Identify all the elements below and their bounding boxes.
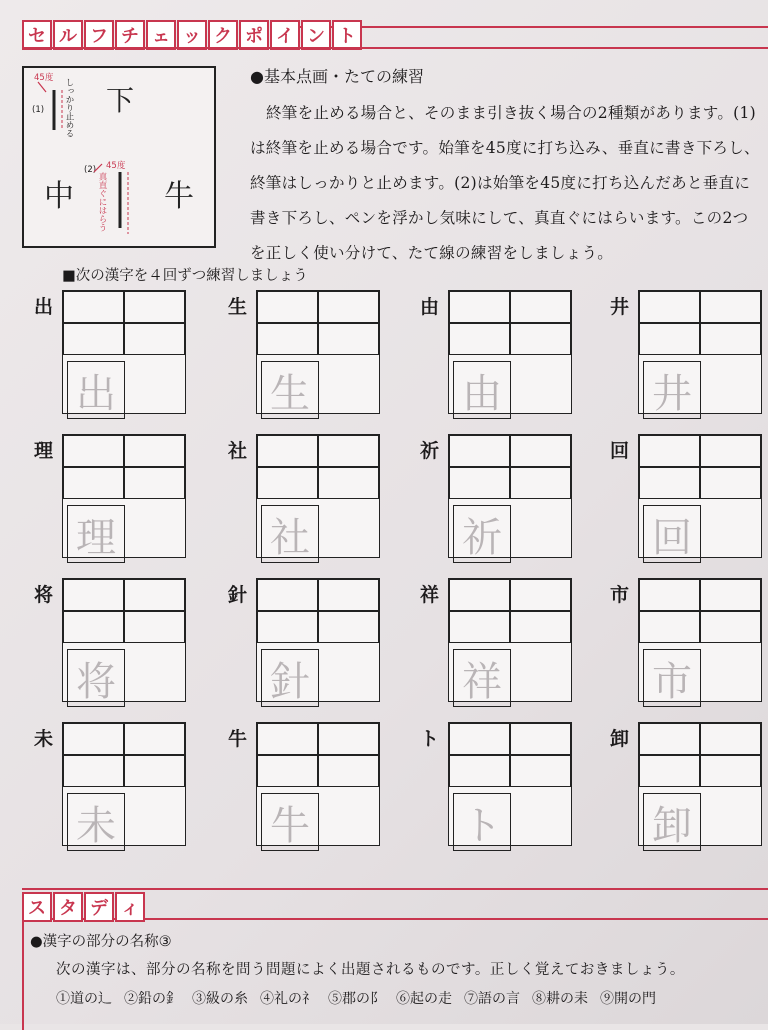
writing-grid[interactable]: [448, 434, 572, 561]
practice-char-label: ト: [420, 728, 440, 750]
example-char-2: 中: [44, 179, 74, 214]
example-char-1: 下: [106, 84, 135, 117]
writing-square[interactable]: [510, 435, 571, 467]
writing-square[interactable]: [124, 467, 185, 499]
writing-square[interactable]: [124, 611, 185, 643]
study-text: 次の漢字は、部分の名称を問う問題によく出題されるものです。正しく覚えておきましょう。: [56, 962, 685, 978]
writing-square[interactable]: [510, 467, 571, 499]
stroke-diagram: [22, 66, 216, 248]
paragraph-line: を正しく使い分けて、たて線の練習をしましょう。: [250, 244, 614, 262]
self-check-banner: [22, 20, 363, 50]
practice-char-label: 牛: [228, 728, 248, 750]
writing-grid[interactable]: [62, 290, 186, 417]
trace-guide-char: 由: [453, 361, 511, 419]
trace-guide-char: 生: [261, 361, 319, 419]
practice-char-label: 由: [420, 296, 440, 318]
writing-square[interactable]: [318, 467, 379, 499]
example-char-3: 牛: [164, 179, 194, 214]
writing-grid[interactable]: [638, 434, 762, 561]
radical-item: ⑨開の門: [600, 991, 656, 1007]
writing-square[interactable]: [63, 435, 124, 467]
writing-square[interactable]: [510, 611, 571, 643]
writing-square[interactable]: [257, 611, 318, 643]
writing-square[interactable]: [639, 435, 700, 467]
writing-grid[interactable]: [448, 290, 572, 417]
writing-square[interactable]: [449, 323, 510, 355]
paragraph-line: は終筆を止める場合です。始筆を45度に打ち込み、垂直に書き下ろし、: [250, 139, 760, 157]
trace-guide-char: 未: [67, 793, 125, 851]
writing-square[interactable]: [700, 435, 761, 467]
radical-item: ③級の糸: [192, 991, 248, 1007]
writing-square[interactable]: [510, 579, 571, 611]
writing-grid[interactable]: [638, 290, 762, 417]
writing-square[interactable]: [124, 435, 185, 467]
banner-char-box: イ: [270, 20, 300, 50]
practice-char-label: 社: [228, 440, 248, 462]
section-heading: ●基本点画・たての練習: [250, 67, 424, 86]
writing-square[interactable]: [639, 323, 700, 355]
writing-square[interactable]: [63, 723, 124, 755]
practice-char-label: 出: [34, 296, 54, 318]
practice-cell: [34, 434, 242, 561]
writing-square[interactable]: [257, 435, 318, 467]
writing-square[interactable]: [510, 755, 571, 787]
writing-square[interactable]: [449, 291, 510, 323]
writing-square[interactable]: [124, 723, 185, 755]
writing-square[interactable]: [257, 467, 318, 499]
writing-square[interactable]: [124, 755, 185, 787]
banner-char-box: ポ: [239, 20, 269, 50]
study-rule: [22, 888, 768, 890]
radical-item: ②鉛の釒: [124, 991, 180, 1007]
practice-cell: [34, 578, 242, 705]
banner-char-box: フ: [84, 20, 114, 50]
writing-square[interactable]: [449, 723, 510, 755]
banner-char-box: ル: [53, 20, 83, 50]
practice-char-label: 祥: [420, 584, 440, 606]
trace-guide-char: 将: [67, 649, 125, 707]
practice-char-label: 祈: [420, 440, 440, 462]
writing-square[interactable]: [700, 755, 761, 787]
writing-square[interactable]: [639, 579, 700, 611]
practice-char-label: 針: [228, 584, 248, 606]
trace-guide-char: 出: [67, 361, 125, 419]
practice-cell: [610, 722, 768, 849]
practice-cell: [610, 578, 768, 705]
banner-char-box: ン: [301, 20, 331, 50]
writing-square[interactable]: [639, 467, 700, 499]
trace-guide-char: 理: [67, 505, 125, 563]
trace-guide-char: 市: [643, 649, 701, 707]
writing-grid[interactable]: [62, 722, 186, 849]
writing-square[interactable]: [318, 579, 379, 611]
radical-item: ⑦語の言: [464, 991, 520, 1007]
writing-square[interactable]: [700, 611, 761, 643]
header-rule-top: [295, 26, 768, 28]
practice-cell: [420, 434, 628, 561]
writing-grid[interactable]: [448, 722, 572, 849]
writing-square[interactable]: [700, 723, 761, 755]
writing-grid[interactable]: [256, 290, 380, 417]
practice-char-label: 未: [34, 728, 54, 750]
practice-char-label: 生: [228, 296, 248, 318]
writing-square[interactable]: [63, 323, 124, 355]
trace-guide-char: 針: [261, 649, 319, 707]
trace-guide-char: 井: [643, 361, 701, 419]
radical-item: ①道の辶: [56, 991, 112, 1007]
writing-square[interactable]: [257, 723, 318, 755]
writing-square[interactable]: [510, 323, 571, 355]
practice-instruction: ■次の漢字を４回ずつ練習しましょう: [62, 268, 308, 284]
practice-cell: [610, 434, 768, 561]
writing-square[interactable]: [700, 579, 761, 611]
practice-cell: [420, 290, 628, 417]
writing-grid[interactable]: [638, 578, 762, 705]
practice-cell: [610, 290, 768, 417]
writing-grid[interactable]: [62, 434, 186, 561]
practice-cell: [228, 290, 436, 417]
writing-square[interactable]: [63, 611, 124, 643]
writing-grid[interactable]: [256, 578, 380, 705]
writing-square[interactable]: [124, 291, 185, 323]
writing-square[interactable]: [63, 579, 124, 611]
practice-cell: [420, 722, 628, 849]
banner-char-box: ェ: [146, 20, 176, 50]
practice-char-label: 井: [610, 296, 630, 318]
practice-cell: [228, 578, 436, 705]
banner-char-box: ッ: [177, 20, 207, 50]
writing-square[interactable]: [449, 435, 510, 467]
writing-square[interactable]: [510, 291, 571, 323]
stroke-diagram-svg: [24, 68, 214, 246]
banner-char-box: チ: [115, 20, 145, 50]
writing-square[interactable]: [700, 467, 761, 499]
banner-char-box: セ: [22, 20, 52, 50]
writing-grid[interactable]: [256, 434, 380, 561]
radical-item: ⑤郡の阝: [328, 991, 384, 1007]
practice-char-label: 回: [610, 440, 630, 462]
radical-list: [56, 988, 656, 1008]
practice-char-label: 卸: [610, 728, 630, 750]
study-heading: ●漢字の部分の名称③: [30, 934, 172, 950]
banner-char-box: ト: [332, 20, 362, 50]
radical-item: ⑥起の走: [396, 991, 452, 1007]
writing-square[interactable]: [63, 755, 124, 787]
writing-square[interactable]: [318, 611, 379, 643]
writing-square[interactable]: [449, 755, 510, 787]
study-banner-char-box: ス: [22, 892, 52, 922]
marker-1: (1): [32, 105, 45, 115]
writing-square[interactable]: [700, 291, 761, 323]
practice-cell: [228, 722, 436, 849]
practice-cell: [34, 290, 242, 417]
writing-square[interactable]: [257, 579, 318, 611]
writing-square[interactable]: [639, 291, 700, 323]
writing-square[interactable]: [700, 323, 761, 355]
writing-square[interactable]: [318, 291, 379, 323]
trace-guide-char: 社: [261, 505, 319, 563]
vertical-note-2: 真直ぐにはらう: [97, 172, 107, 232]
study-banner: [22, 892, 146, 922]
trace-guide-char: ト: [453, 793, 511, 851]
practice-cell: [228, 434, 436, 561]
practice-char-label: 市: [610, 584, 630, 606]
writing-square[interactable]: [318, 723, 379, 755]
vertical-note-1: しっかり止める: [64, 78, 74, 138]
writing-grid[interactable]: [638, 722, 762, 849]
angle-label-2: 45度: [106, 161, 126, 171]
writing-grid[interactable]: [62, 578, 186, 705]
writing-square[interactable]: [449, 467, 510, 499]
header-rule: [22, 47, 768, 49]
practice-cell: [420, 578, 628, 705]
writing-square[interactable]: [639, 611, 700, 643]
radical-item: ⑧耕の耒: [532, 991, 588, 1007]
trace-guide-char: 卸: [643, 793, 701, 851]
angle-label-1: 45度: [34, 73, 54, 83]
writing-square[interactable]: [639, 723, 700, 755]
radical-item: ④礼の礻: [260, 991, 316, 1007]
explanation-paragraph: [250, 96, 760, 271]
paragraph-line: 書き下ろし、ペンを浮かし気味にして、真直ぐにはらいます。この2つ: [250, 209, 749, 227]
writing-square[interactable]: [318, 435, 379, 467]
trace-guide-char: 祈: [453, 505, 511, 563]
study-banner-char-box: ィ: [115, 892, 145, 922]
writing-square[interactable]: [124, 579, 185, 611]
practice-char-label: 理: [34, 440, 54, 462]
study-banner-char-box: デ: [84, 892, 114, 922]
writing-square[interactable]: [124, 323, 185, 355]
writing-square[interactable]: [63, 291, 124, 323]
trace-guide-char: 回: [643, 505, 701, 563]
trace-guide-char: 牛: [261, 793, 319, 851]
writing-square[interactable]: [318, 323, 379, 355]
practice-cell: [34, 722, 242, 849]
writing-grid[interactable]: [448, 578, 572, 705]
banner-char-box: ク: [208, 20, 238, 50]
practice-char-label: 将: [34, 584, 54, 606]
writing-grid[interactable]: [256, 722, 380, 849]
writing-square[interactable]: [257, 323, 318, 355]
writing-square[interactable]: [449, 611, 510, 643]
writing-square[interactable]: [318, 755, 379, 787]
paragraph-line: 終筆はしっかりと止めます。(2)は始筆を45度に打ち込んだあと垂直に: [250, 174, 751, 192]
marker-2: (2): [84, 165, 97, 175]
writing-square[interactable]: [510, 723, 571, 755]
writing-square[interactable]: [639, 755, 700, 787]
writing-square[interactable]: [449, 579, 510, 611]
writing-square[interactable]: [257, 755, 318, 787]
writing-square[interactable]: [63, 467, 124, 499]
writing-square[interactable]: [257, 291, 318, 323]
trace-guide-char: 祥: [453, 649, 511, 707]
paragraph-line: 終筆を止める場合と、そのまま引き抜く場合の2種類があります。(1): [266, 104, 756, 122]
study-banner-char-box: タ: [53, 892, 83, 922]
